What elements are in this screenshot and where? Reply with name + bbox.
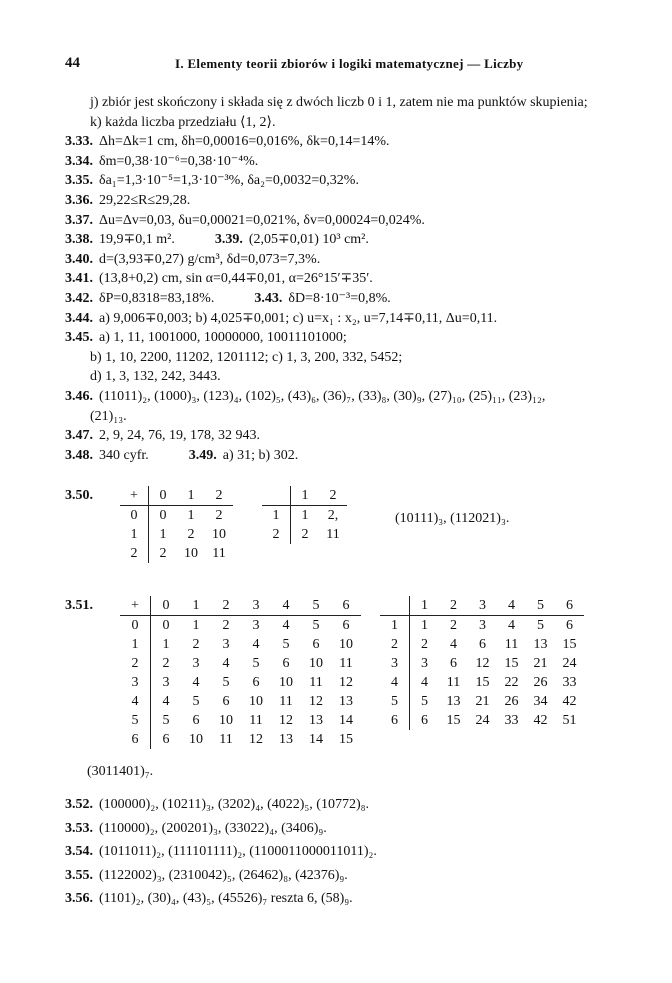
table-cell: 2 [162, 656, 170, 671]
result-3-50: (10111)₃, (112021)₃. [395, 511, 510, 526]
table-cell: 6 [450, 656, 457, 671]
answer-line [65, 251, 320, 269]
answer-line [65, 447, 298, 465]
column-header: 5 [301, 596, 331, 616]
answer-text: Δh=Δk=1 cm, δh=0,00016=0,016%, δk=0,14=14%. [99, 134, 390, 150]
column-header: 2 [439, 596, 468, 616]
answer-line [65, 290, 391, 308]
table-cell: 42 [533, 713, 548, 728]
row-header: 3 [380, 654, 410, 673]
table-cell: 10 [249, 694, 263, 709]
table-cell: 0 [159, 508, 167, 523]
answer-text: δm=0,38·10⁻⁶=0,38·10⁻⁴%. [99, 153, 259, 169]
table-row [380, 692, 584, 711]
table-cell: 5 [282, 637, 290, 652]
addition-table-base3 [120, 486, 233, 563]
answer-line [90, 114, 275, 132]
table-cell: 5 [537, 618, 544, 633]
table-cell: 3 [162, 675, 170, 690]
answer-line [65, 192, 190, 210]
table-cell: 4 [222, 656, 230, 671]
table-cell: 14 [309, 732, 323, 747]
operator-symbol: + [120, 486, 149, 506]
table-cell: 26 [504, 694, 519, 709]
answer-number: 3.56. [65, 891, 93, 906]
answer-number: 3.54. [65, 844, 93, 859]
multiplication-table-base3 [262, 486, 347, 544]
table-cell: 6 [479, 637, 486, 652]
table-cell: 24 [475, 713, 490, 728]
answer-text: a) 9,006∓0,003; b) 4,025∓0,001; c) u=x₁ : x₂, u=7,14∓0,11, Δu=0,11. [99, 310, 498, 326]
answer-number: 3.53. [65, 820, 93, 836]
table-cell: 1 [162, 637, 170, 652]
table-cell: 3 [421, 656, 428, 671]
table-cell: 5 [312, 618, 320, 633]
table-row [262, 525, 347, 544]
row-header: 1 [262, 506, 291, 526]
answer-line [65, 427, 260, 445]
operator-symbol [262, 486, 291, 506]
column-header: 4 [271, 596, 301, 616]
answer-number: 3.40. [65, 251, 93, 267]
table-cell: 1 [159, 527, 167, 542]
column-header: 1 [177, 486, 205, 506]
table-cell: 6 [252, 675, 260, 690]
table-row [380, 616, 584, 636]
table-cell: 2 [215, 508, 223, 523]
table-row [120, 544, 233, 563]
answer-number: 3.41. [65, 271, 93, 287]
table-cell: 11 [504, 637, 519, 652]
table-cell: 5 [222, 675, 230, 690]
table-row [120, 730, 361, 749]
table-cell: 42 [562, 694, 577, 709]
answer-line [90, 408, 127, 426]
answer-text: (11011)₂, (1000)₃, (123)₄, (102)₅, (43)₆, (36)₇, (33)₈, (30)₉, (27)₁₀, (25)₁₁, (23)₁₂, [99, 389, 546, 404]
answer-text: 2, 9, 24, 76, 19, 178, 32 943. [99, 428, 260, 444]
column-header: 2 [205, 486, 233, 506]
answer-text: d=(3,93∓0,27) g/cm³, δd=0,073=7,3%. [99, 251, 321, 267]
answer-line [65, 890, 353, 908]
table-cell: 4 [192, 675, 200, 690]
answer-line [65, 867, 348, 885]
table-cell: 2 [450, 618, 457, 633]
table-cell: 2 [421, 637, 428, 652]
operator-symbol [380, 596, 410, 616]
answer-line [65, 212, 425, 230]
table-row [120, 692, 361, 711]
answer-text: 340 cyfr. [99, 447, 149, 463]
table-cell: 24 [562, 656, 577, 671]
answer-number: 3.44. [65, 310, 93, 326]
answer-text: δa₁=1,3·10⁻⁵=1,3·10⁻³%, δa₂=0,0032=0,32%. [99, 173, 359, 189]
running-title: I. Elementy teorii zbiorów i logiki matematycznej — Liczby [175, 56, 524, 71]
table-row [380, 673, 584, 692]
row-header: 2 [262, 525, 291, 544]
table-cell: 6 [162, 732, 170, 747]
column-header: 0 [149, 486, 178, 506]
table-cell: 10 [212, 527, 226, 542]
answer-number: 3.37. [65, 212, 93, 228]
table-cell: 11 [219, 732, 233, 747]
answer-number: 3.55. [65, 867, 93, 883]
table-cell: 6 [222, 694, 230, 709]
table-cell: 3 [252, 618, 260, 633]
table-cell: 2 [192, 637, 200, 652]
table-cell: 14 [339, 713, 353, 728]
row-header: 5 [380, 692, 410, 711]
table-cell: 11 [326, 527, 340, 542]
row-header: 4 [120, 692, 151, 711]
table-cell: 6 [282, 656, 290, 671]
row-header: 1 [380, 616, 410, 636]
answer-text: (1122002)₃, (2310042)₅, (26462)₈, (42376)₉. [99, 867, 348, 883]
table-cell: 21 [533, 656, 548, 671]
row-header: 2 [120, 654, 151, 673]
table-cell: 1 [421, 618, 428, 633]
table-row [262, 506, 347, 526]
row-header: 0 [120, 616, 151, 636]
table-cell: 12 [475, 656, 490, 671]
answer-number: 3.39. [214, 232, 243, 248]
row-header: 1 [120, 635, 151, 654]
table-cell: 34 [533, 694, 548, 709]
table-cell: 5 [192, 694, 200, 709]
table-cell: 4 [508, 618, 515, 633]
table-cell: 13 [279, 732, 293, 747]
table-cell: 2 [187, 527, 195, 542]
answer-line [65, 231, 369, 249]
answer-line [65, 843, 377, 861]
answer-number: 3.46. [65, 389, 93, 404]
table-cell: 12 [339, 675, 353, 690]
table-row [380, 654, 584, 673]
answer-text: a) 1, 11, 1001000, 10000000, 10011101000; [99, 330, 347, 346]
answer-text: (2,05∓0,01) 10³ cm². [248, 232, 369, 248]
table-cell: 11 [446, 675, 461, 690]
column-header: 6 [555, 596, 584, 616]
answer-text: d) 1, 3, 132, 242, 3443. [90, 369, 221, 385]
answer-text: δP=0,8318=83,18%. [99, 291, 215, 306]
table-cell: 26 [533, 675, 548, 690]
table-cell: 4 [162, 694, 170, 709]
table-cell: 21 [475, 694, 490, 709]
answer-text: δD=8·10⁻³=0,8%. [288, 291, 391, 306]
answer-number: 3.43. [254, 291, 283, 306]
column-header: 4 [497, 596, 526, 616]
answer-text: Δu=Δv=0,03, δu=0,00021=0,021%, δv=0,00024=0,024%. [99, 212, 425, 228]
answer-number: 3.48. [65, 447, 93, 463]
answer-text: (21)₁₃. [90, 408, 127, 424]
column-header: 1 [181, 596, 211, 616]
row-header: 1 [120, 525, 149, 544]
table-cell: 11 [309, 675, 323, 690]
table-row [120, 635, 361, 654]
answer-text: a) 31; b) 302. [222, 447, 299, 463]
table-cell: 4 [252, 637, 260, 652]
column-header: 5 [526, 596, 555, 616]
table-label-3-51: 3.51. [65, 598, 93, 613]
table-cell: 6 [342, 618, 350, 633]
answer-line [65, 329, 347, 347]
table-cell: 3 [222, 637, 230, 652]
answer-text: j) zbiór jest skończony i składa się z dwóch liczb 0 i 1, zatem nie ma punktów skupienia; [90, 95, 588, 110]
table-cell: 15 [562, 637, 577, 652]
table-label-3-50: 3.50. [65, 488, 93, 503]
table-cell: 4 [421, 675, 428, 690]
operator-symbol: + [120, 596, 151, 616]
table-cell: 13 [309, 713, 323, 728]
answer-number: 3.52. [65, 797, 93, 812]
table-cell: 10 [219, 713, 233, 728]
answer-number: 3.45. [65, 330, 93, 346]
addition-table-base7 [120, 596, 361, 749]
answer-number: 3.33. [65, 134, 93, 150]
table-row [120, 673, 361, 692]
table-cell: 11 [339, 656, 353, 671]
table-cell: 10 [339, 637, 353, 652]
table-cell: 2, [327, 508, 339, 523]
table-cell: 4 [450, 637, 457, 652]
table-row [120, 654, 361, 673]
answer-text: 29,22≤R≤29,28. [99, 193, 191, 208]
table-row [120, 616, 361, 636]
table-row [120, 506, 233, 526]
table-cell: 12 [249, 732, 263, 747]
table-cell: 3 [479, 618, 486, 633]
table-cell: 6 [192, 713, 200, 728]
answer-number: 3.38. [65, 232, 93, 248]
table-cell: 6 [312, 637, 320, 652]
table-cell: 5 [162, 713, 170, 728]
answer-text: (100000)₂, (10211)₃, (3202)₄, (4022)₅, (10772)₈. [99, 797, 370, 812]
table-cell: 13 [533, 637, 548, 652]
table-cell: 10 [309, 656, 323, 671]
answer-text: (110000)₂, (200201)₃, (33022)₄, (3406)₉. [99, 820, 327, 836]
row-header: 0 [120, 506, 149, 526]
answer-line [65, 388, 545, 406]
table-cell: 2 [301, 527, 309, 542]
answer-line [65, 796, 369, 814]
table-cell: 1 [301, 508, 309, 523]
table-cell: 33 [562, 675, 577, 690]
table-cell: 10 [279, 675, 293, 690]
table-cell: 33 [504, 713, 519, 728]
table-cell: 6 [566, 618, 573, 633]
page-number: 44 [65, 55, 80, 71]
table-cell: 1 [187, 508, 195, 523]
table-cell: 11 [212, 546, 226, 561]
row-header: 3 [120, 673, 151, 692]
row-header: 5 [120, 711, 151, 730]
column-header: 3 [241, 596, 271, 616]
row-header: 2 [120, 544, 149, 563]
table-cell: 6 [421, 713, 428, 728]
answer-line [90, 368, 221, 386]
table-row [120, 711, 361, 730]
answer-number: 3.49. [188, 447, 217, 463]
column-header: 6 [331, 596, 361, 616]
row-header: 6 [380, 711, 410, 730]
table-cell: 15 [339, 732, 353, 747]
answer-text: b) 1, 10, 2200, 11202, 1201112; c) 1, 3, 200, 332, 5452; [90, 349, 403, 365]
table-cell: 1 [192, 618, 200, 633]
table-cell: 22 [504, 675, 519, 690]
table-cell: 0 [162, 618, 170, 633]
column-header: 2 [211, 596, 241, 616]
answer-line [65, 270, 373, 288]
answer-line [65, 133, 390, 151]
table-cell: 13 [446, 694, 461, 709]
answer-number: 3.47. [65, 428, 93, 444]
table-cell: 4 [282, 618, 290, 633]
column-header: 1 [291, 486, 320, 506]
table-cell: 15 [504, 656, 519, 671]
table-cell: 10 [189, 732, 203, 747]
table-cell: 15 [475, 675, 490, 690]
table-row [120, 525, 233, 544]
table-cell: 3 [192, 656, 200, 671]
answer-line [65, 153, 258, 171]
answer-text: (1011011)₂, (111101111)₂, (1100011000011011)₂. [99, 844, 377, 859]
answer-number: 3.34. [65, 153, 93, 169]
table-row [380, 635, 584, 654]
column-header: 3 [468, 596, 497, 616]
answer-number: 3.42. [65, 291, 93, 306]
row-header: 6 [120, 730, 151, 749]
answer-text: k) każda liczba przedziału ⟨1, 2⟩. [90, 114, 276, 130]
table-cell: 12 [279, 713, 293, 728]
table-cell: 5 [252, 656, 260, 671]
table-cell: 5 [421, 694, 428, 709]
table-cell: 13 [339, 694, 353, 709]
answer-text: (1101)₂, (30)₄, (43)₅, (45526)₇ reszta 6, (58)₉. [99, 891, 353, 906]
table-cell: 11 [249, 713, 263, 728]
multiplication-table-base7 [380, 596, 584, 730]
answer-line [90, 349, 402, 367]
table-cell: 51 [562, 713, 577, 728]
table-cell: 2 [222, 618, 230, 633]
column-header: 0 [151, 596, 182, 616]
row-header: 4 [380, 673, 410, 692]
column-header: 2 [319, 486, 347, 506]
answer-line [65, 820, 327, 838]
column-header: 1 [410, 596, 440, 616]
table-cell: 10 [184, 546, 198, 561]
answer-line [65, 310, 497, 328]
table-cell: 15 [446, 713, 461, 728]
row-header: 2 [380, 635, 410, 654]
answer-line [90, 94, 588, 112]
result-3-51: (3011401)₇. [87, 764, 154, 779]
answer-number: 3.36. [65, 193, 93, 208]
answer-text: 19,9∓0,1 m². [99, 232, 175, 248]
answer-text: (13,8+0,2) cm, sin α=0,44∓0,01, α=26°15′∓35′. [99, 271, 373, 287]
table-row [380, 711, 584, 730]
table-cell: 2 [159, 546, 167, 561]
answer-line [65, 172, 359, 190]
table-cell: 11 [279, 694, 293, 709]
table-cell: 12 [309, 694, 323, 709]
answer-number: 3.35. [65, 173, 93, 189]
